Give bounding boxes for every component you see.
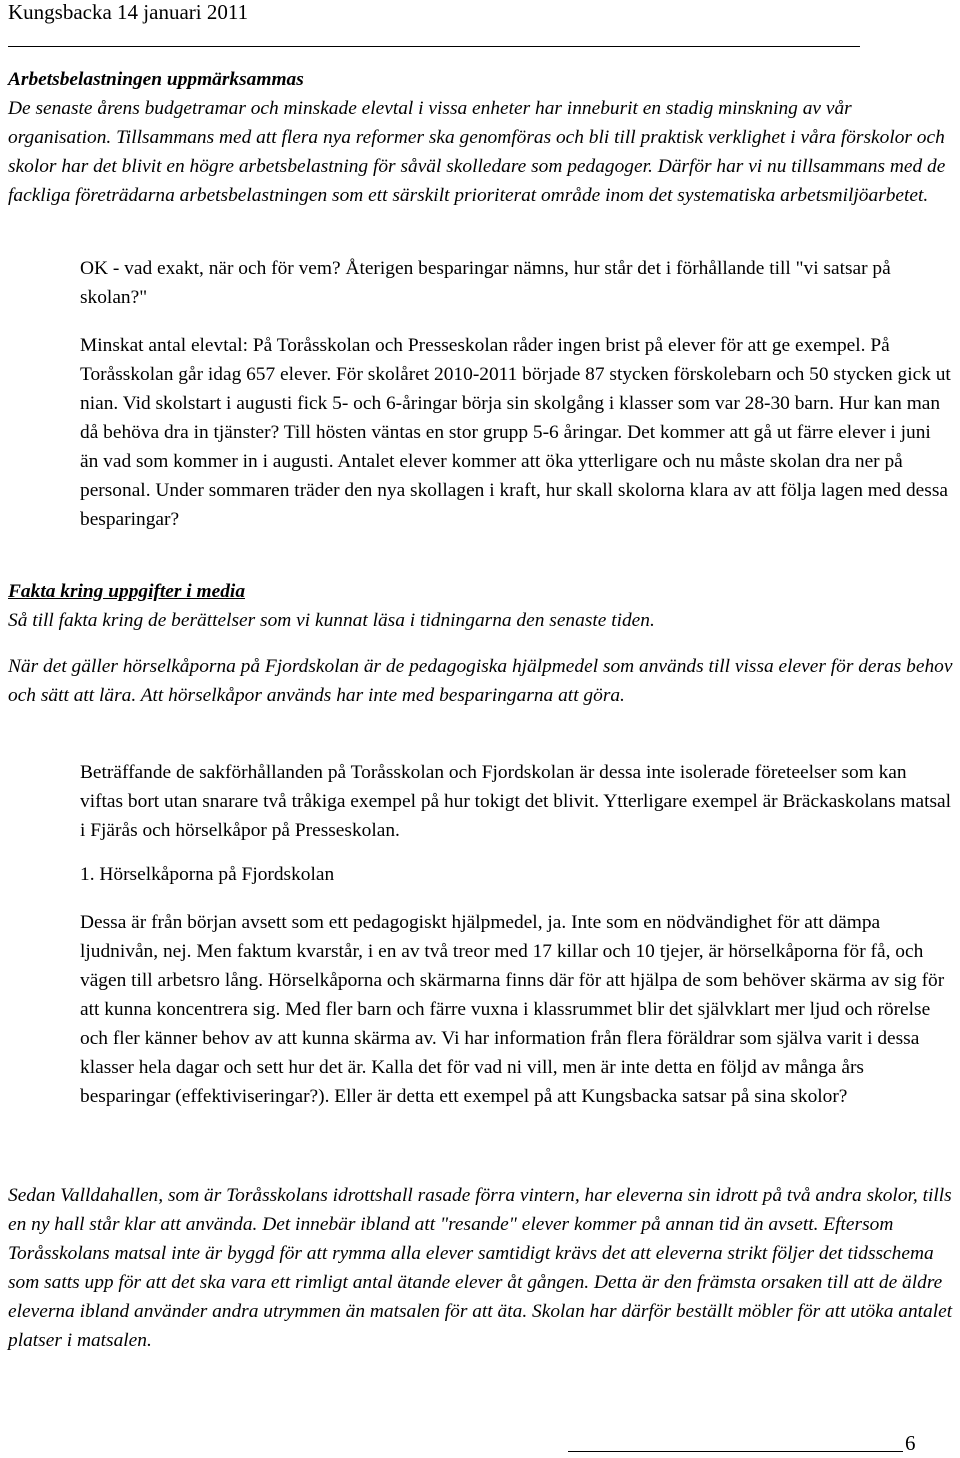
footer-rule [568, 1451, 903, 1452]
paragraph-horselkapor: När det gäller hörselkåporna på Fjordskolan är de pedagogiska hjälpmedel som används till vissa elever för deras behov och sätt att lära. Att hörselkåpor används har inte med besparingarna att göra. [8, 656, 953, 706]
header-date-location: Kungsbacka 14 januari 2011 [8, 0, 249, 24]
response-paragraph-5: Dessa är från början avsett som ett pedagogiskt hjälpmedel, ja. Inte som en nödvändighet för att dämpa ljudnivån, nej. Men faktum kvarstår, i en av två treor med 17 killar och 10 tjejer, är hörselkåporna för få, och vägen till arbetsro lång. Hörselkåporna och skärmarna finns där för att hjälpa de som behöver skärma av sig för att kunna koncentrera sig. Med fler barn och färre vuxna i klassrummet blir det självklart mer ljud och rörelse och fler känner behov av att kunna skärma av. Vi har information från flera föräldrar som själva varit i dessa klasser hela dagar och sett hur det är. Kalla det för vad ni vill, men är inte detta en följd av många års besparingar (effektiviseringar?). Eller är detta ett exempel på att Kungsbacka satsar på sina skolor? [80, 912, 945, 1107]
response-paragraph-2: Minskat antal elevtal: På Toråsskolan och Presseskolan råder ingen brist på elever för att ge exempel. På Toråsskolan går idag 657 elever. För skolåret 2010-2011 började 87 stycken förskolebarn och 50 stycken gick ut nian. Vid skolstart i augusti fick 5- och 6-åringar börja sin skolgång i klasser som var 28-30 barn. Hur kan man då behöva dra in tjänster? Till hösten väntas en stor grupp 5-6 åringar. Det kommer att gå ut färre elever i juni än vad som kommer in i augusti. Antalet elever kommer att öka ytterligare och nu måste skolan dra ner på personal. Under sommaren träder den nya skollagen i kraft, hur skall skolorna klara av att följa lagen med dessa besparingar? [80, 335, 951, 530]
response-paragraph-1: OK - vad exakt, när och för vem? Återigen besparingar nämns, hur står det i förhållande till "vi satsar på skolan?" [80, 258, 891, 308]
section-fakta [8, 577, 956, 635]
paragraph-fakta: Så till fakta kring de berättelser som vi kunnat läsa i tidningarna den senaste tiden. [8, 610, 655, 631]
response-numbered-heading: 1. Hörselkåporna på Fjordskolan [80, 864, 335, 885]
section-heading-fakta: Fakta kring uppgifter i media [8, 581, 246, 602]
paragraph-valldahallen: Sedan Valldahallen, som är Toråsskolans idrottshall rasade förra vintern, har eleverna sin idrott på två andra skolor, tills en ny hall står klar att använda. Det innebär ibland att "resande" elever kommer på annan tid än avsett. Eftersom Toråsskolans matsal inte är byggd för att rymma alla elever samtidigt krävs det att eleverna strikt följer det tidsschema som satts upp för att det ska vara ett rimligt antal ätande elever åt gången. Detta är den främsta orsaken till att de äldre eleverna ibland använder andra utrymmen än matsalen för att äta. Skolan har därför beställt möbler för att utöka antalet platser i matsalen. [8, 1185, 953, 1351]
response-paragraph-3: Beträffande de sakförhållanden på Toråsskolan och Fjordskolan är dessa inte isolerade företeelser som kan viftas bort utan snarare två tråkiga exempel på hur tokigt det blivit. Ytterligare exempel är Bräckaskolans matsal i Fjärås och hörselkåpor på Presseskolan. [80, 762, 952, 841]
section-heading-arbetsbelastning: Arbetsbelastningen uppmärksammas [8, 69, 304, 90]
page-number: 6 [905, 1431, 916, 1455]
header-rule [8, 46, 860, 47]
section-arbetsbelastning [8, 65, 956, 210]
paragraph-arbetsbelastning: De senaste årens budgetramar och minskade elevtal i vissa enheter har inneburit en stadig minskning av vår organisation. Tillsammans med att flera nya reformer ska genomföras och bli till praktisk verklighet i våra förskolor och skolor har det blivit en högre arbetsbelastning för såväl skolledare som pedagoger. Därför har vi nu tillsammans med de fackliga företrädarna arbetsbelastningen som ett särskilt prioriterat område inom det systematiska arbetsmiljöarbetet. [8, 98, 946, 206]
